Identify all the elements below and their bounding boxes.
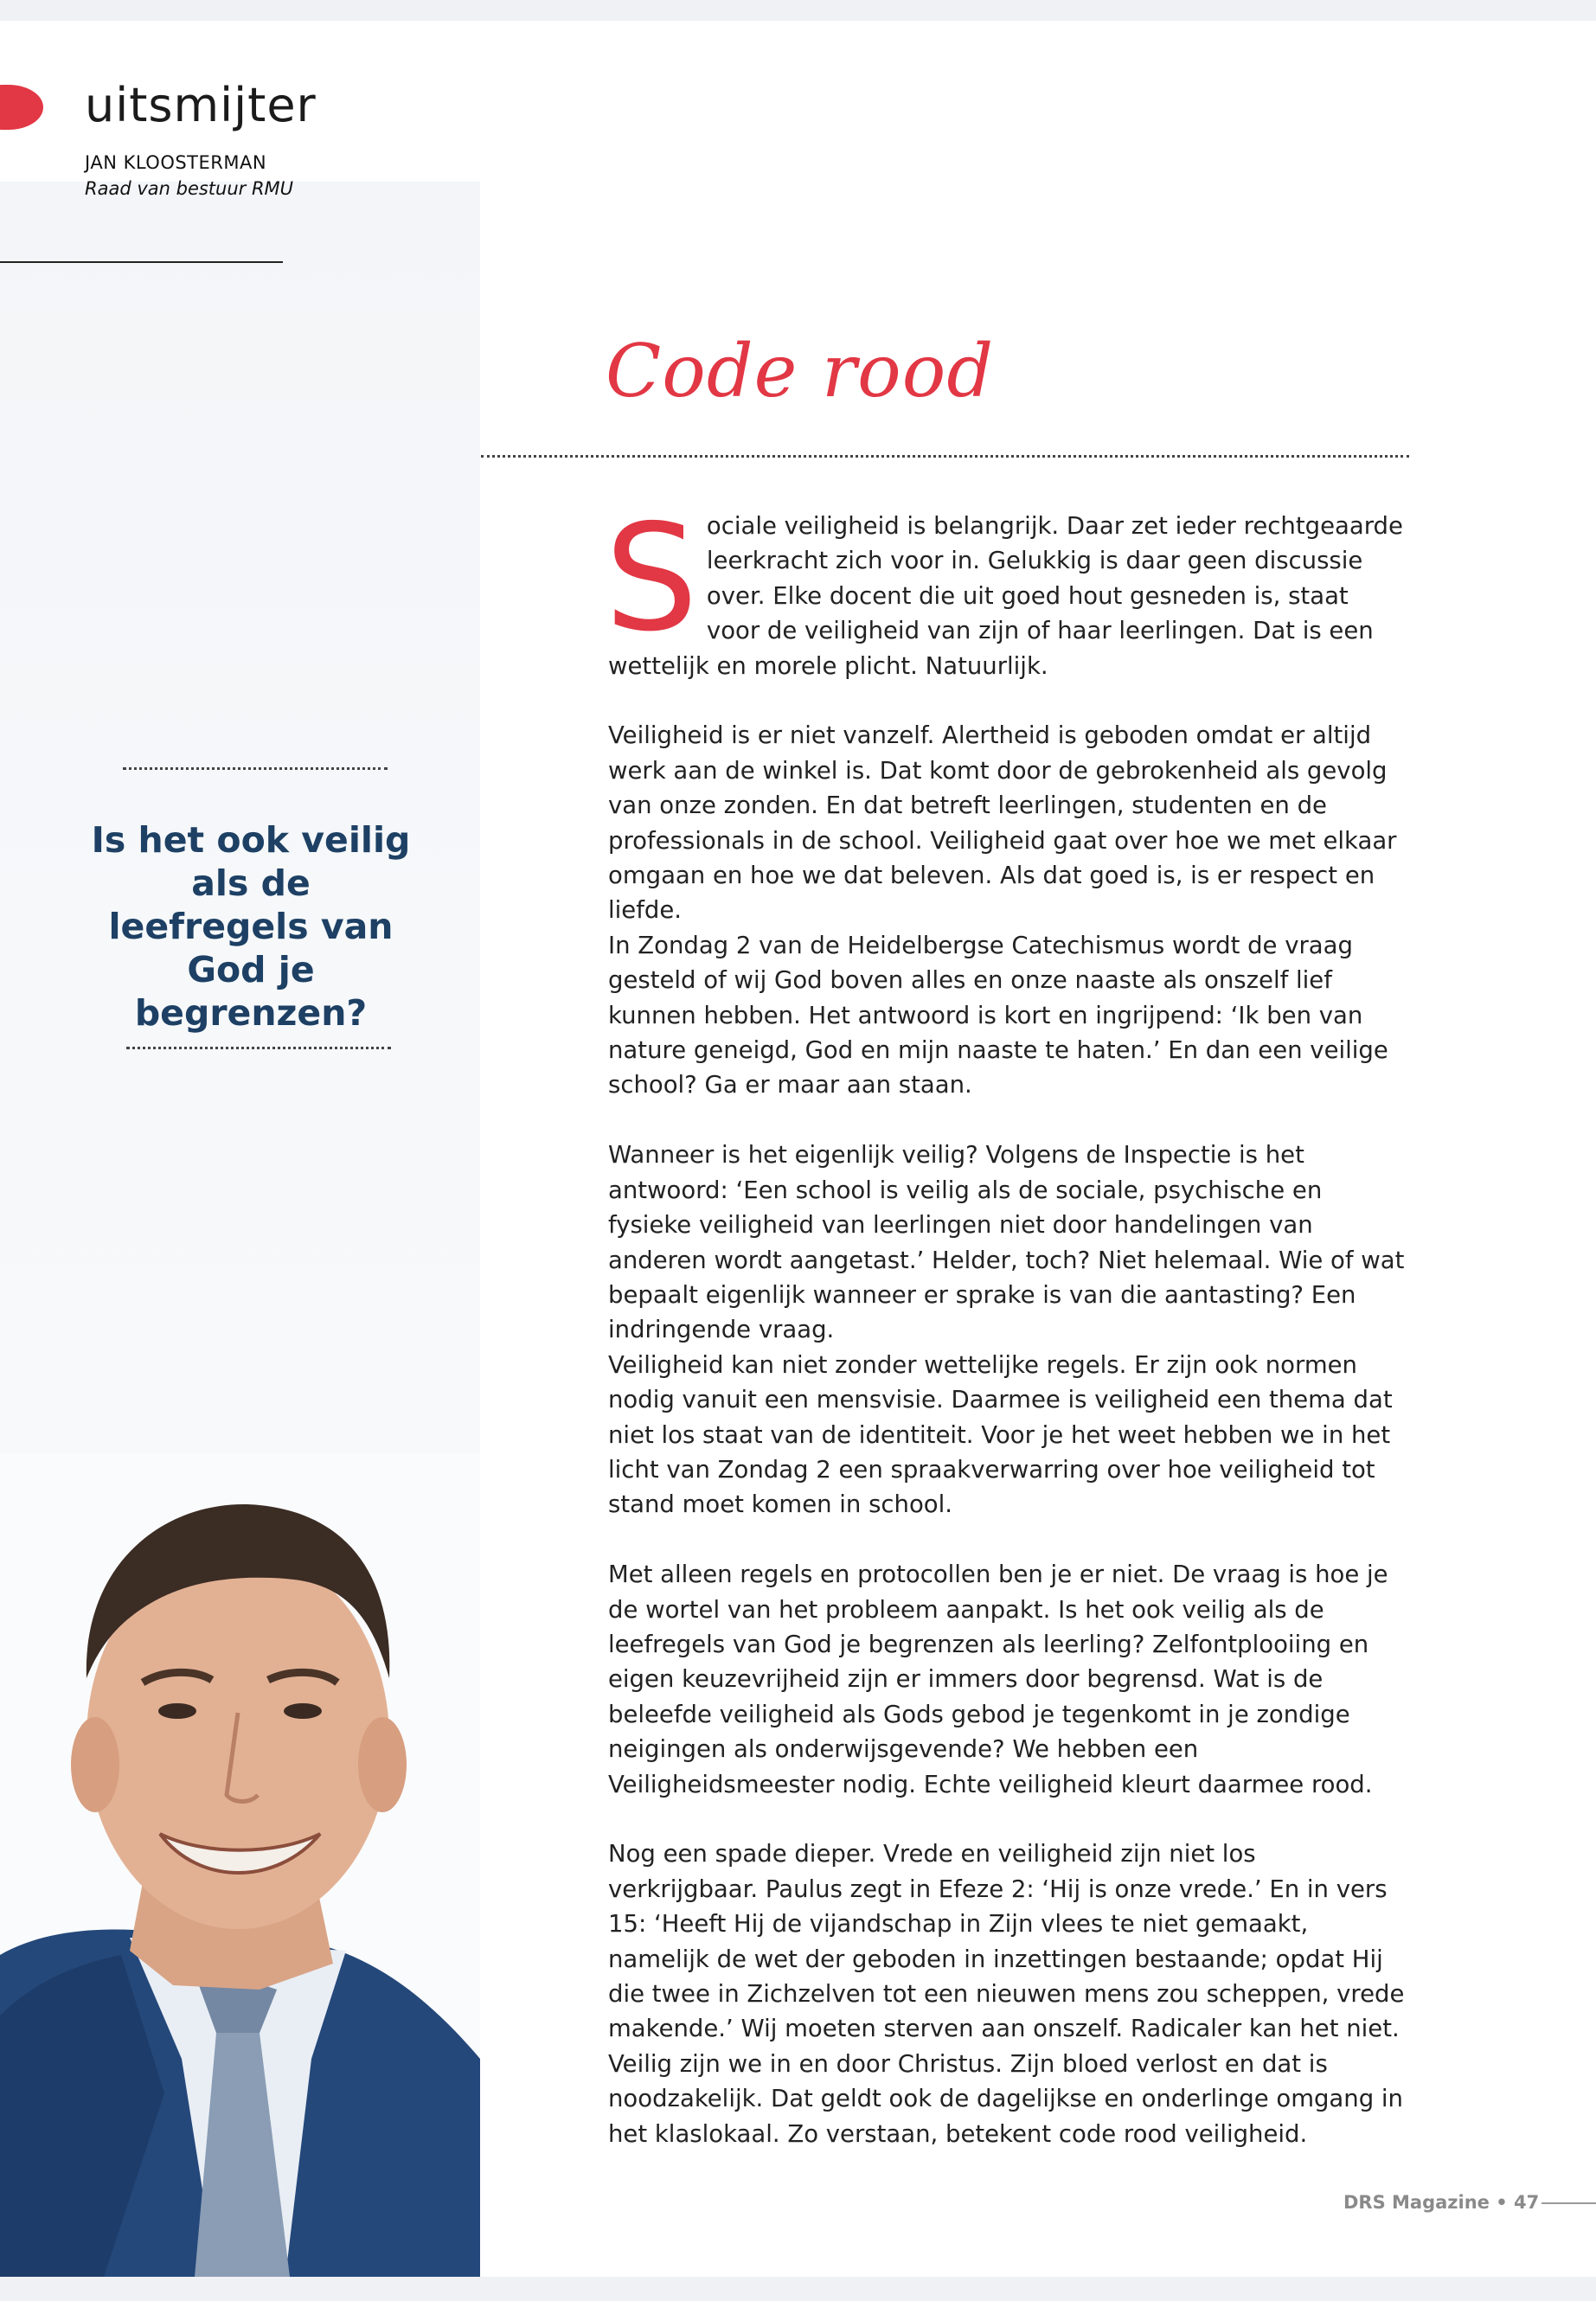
paragraph (608, 718, 1408, 1102)
article-headline: Code rood (606, 329, 995, 413)
portrait-illustration (0, 1453, 480, 2277)
page-top-margin (0, 0, 1596, 21)
paragraph-text: Nog een spade dieper. Vrede en veiligheid zijn niet los verkrijgbaar. Paulus zegt in Efeze 2: ‘Hij is onze vrede.’ En in vers 15: ‘Heeft Hij de vijandschap in Zijn vlees te niet gemaakt, namelijk de wet der geboden in inzettingen bestaande; opdat Hij die twee in Zichzelven tot een nieuwen mens zou scheppen, vrede makende.’ Wij moeten sterven aan onszelf. Radicaler kan het niet. Veilig zijn we in en door Christus. Zijn bloed verlost en dat is noodzakelijk. Dat geldt ook de dagelijkse en onderlinge omgang in het klaslokaal. Zo verstaan, betekent code rood veiligheid. (608, 1840, 1405, 2148)
paragraph-text: In Zondag 2 van de Heidelbergse Catechismus wordt de vraag gesteld of wij God boven alles en onze naaste als onszelf lief kunnen hebben. Het antwoord is kort en ingrijpend: ‘Ik ben van nature geneigd, God en mijn naaste te haten.’ En dan een veilige school? Ga er maar aan staan. (608, 931, 1388, 1099)
footer-magazine-page: DRS Magazine • 47 (1343, 2192, 1540, 2213)
headline-divider (481, 455, 1409, 458)
article-body (605, 493, 1408, 2186)
author-portrait-photo (0, 1453, 480, 2277)
paragraph-text: Wanneer is het eigenlijk veilig? Volgens de Inspectie is het antwoord: ‘Een school is veilig als de sociale, psychische en fysieke veiligheid van leerlingen niet door handelingen van anderen wordt aangetast.’ Helder, toch? Niet helemaal. Wie of wat bepaalt eigenlijk wanneer er sprake is van die aantasting? Een indringende vraag. (608, 1141, 1405, 1344)
paragraph (608, 1557, 1408, 1802)
paragraph-text: Veiligheid is er niet vanzelf. Alertheid is geboden omdat er altijd werk aan de winkel is. Dat komt door de gebrokenheid als gevolg van onze zonden. En dat betreft leerlingen, studenten en de professionals in de school. Veiligheid gaat over hoe we met elkaar omgaan en hoe we dat beleven. Als dat goed is, is er respect en liefde. (608, 721, 1397, 925)
paragraph-text: Met alleen regels en protocollen ben je er niet. De vraag is hoe je de wortel van het probleem aanpakt. Is het ook veilig als de leefregels van God je begrenzen als leerling? Zelfontplooiing en eigen keuzevrijheid zijn er immers door begrensd. Wat is de beleefde veiligheid als Gods gebod je tegenkomt in je zondige neigingen als onderwijsgevende? We hebben een Veiligheidsmeester nodig. Echte veiligheid kleurt daarmee rood. (608, 1561, 1388, 1798)
paragraph-text: ociale veiligheid is belangrijk. Daar zet ieder rechtgeaarde leerkracht zich voor in. Gelukkig is daar geen discussie over. Elke docent die uit goed hout gesneden is, staat voor de veiligheid van zijn of haar leerlingen. Dat is een wettelijk en morele plicht. Natuurlijk. (608, 512, 1403, 680)
paragraph-text: Veiligheid kan niet zonder wettelijke regels. Er zijn ook normen nodig vanuit een mensvisie. Daarmee is veiligheid een thema dat niet los staat van de identiteit. Voor je het weet hebben we in het licht van Zondag 2 een spraakverwarring over hoe veiligheid tot stand moet komen in school. (608, 1350, 1393, 1519)
author-name: JAN KLOOSTERMAN (85, 152, 267, 173)
pull-quote: Is het ook veilig als de leefregels van God je begrenzen? (91, 819, 411, 1034)
author-divider (0, 261, 283, 263)
page-bottom-margin (0, 2277, 1596, 2301)
paragraph (608, 1138, 1408, 1522)
footer-divider (1542, 2202, 1596, 2204)
paragraph (605, 493, 1408, 683)
pull-quote-divider-top (123, 767, 388, 770)
paragraph (608, 1836, 1408, 2151)
section-title: uitsmijter (85, 78, 317, 132)
drop-cap: S (605, 493, 698, 664)
pull-quote-divider-bottom (126, 1047, 391, 1049)
author-role: Raad van bestuur RMU (85, 178, 294, 199)
